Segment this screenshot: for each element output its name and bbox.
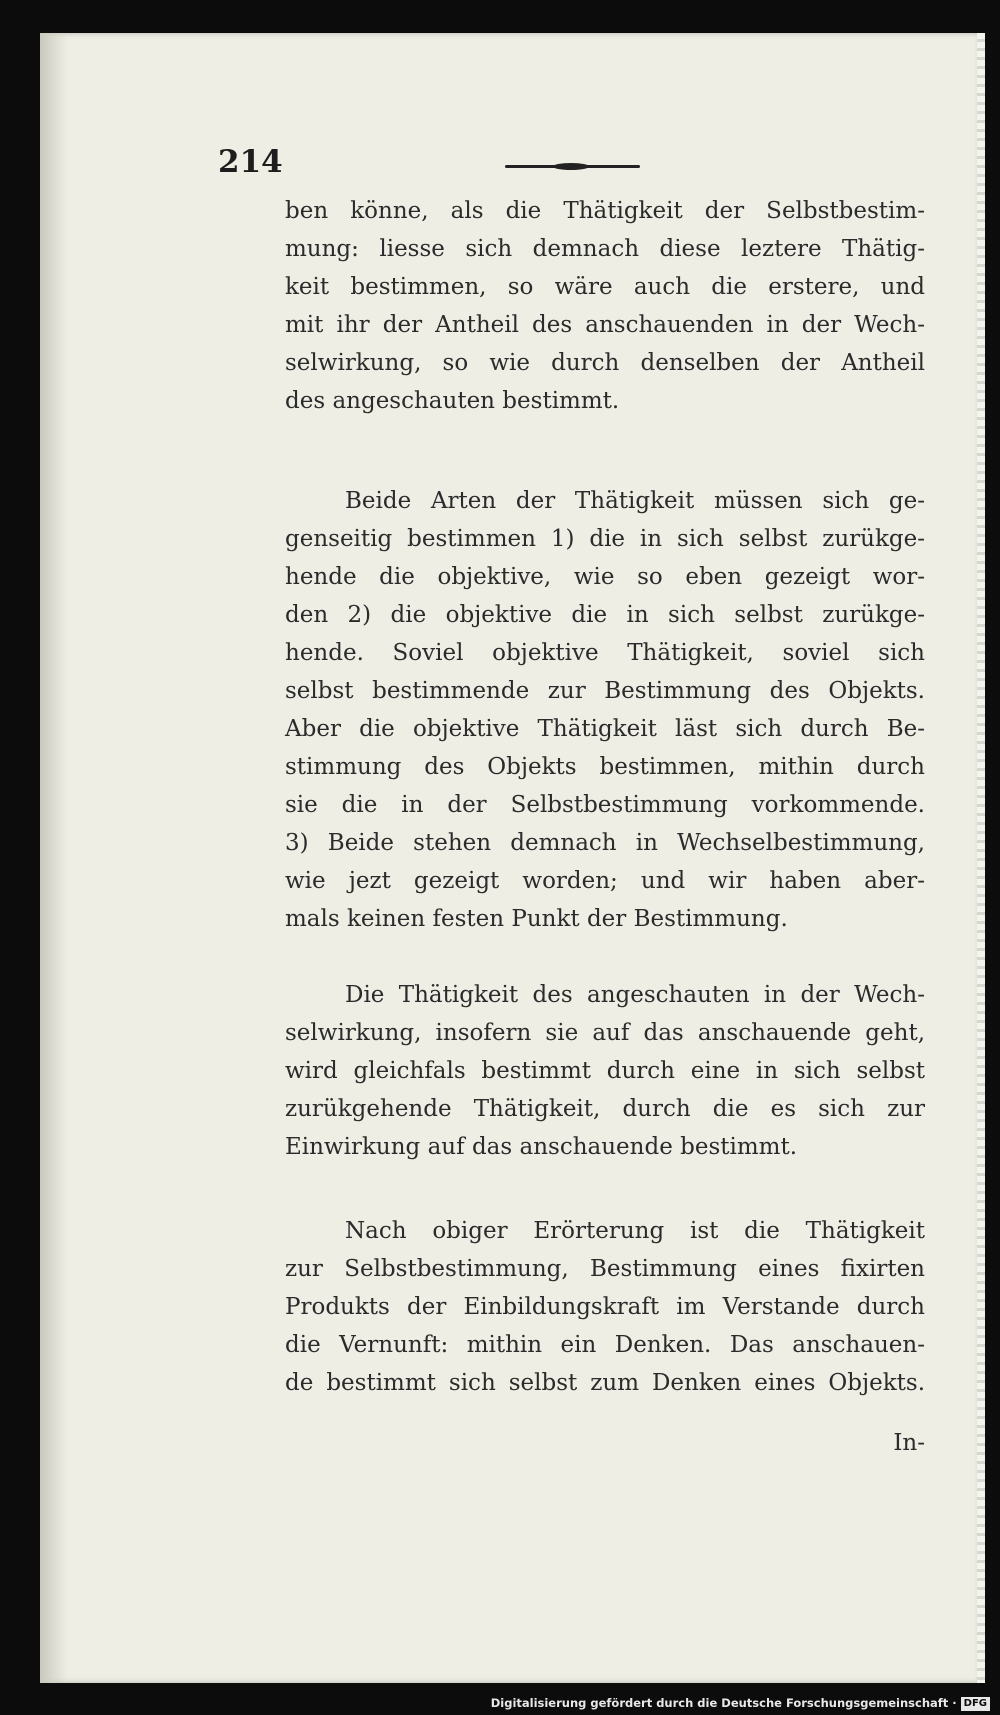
- text-line: 3) Beide stehen demnach in Wechselbestimmung,: [285, 830, 925, 856]
- text-line: Einwirkung auf das anschauende bestimmt.: [285, 1134, 798, 1160]
- text-line: hende. Soviel objektive Thätigkeit, soviel sich: [285, 640, 925, 666]
- text-line: selwirkung, insofern sie auf das anschauende geht,: [285, 1020, 925, 1046]
- text-line: zur Selbstbestimmung, Bestimmung eines fixirten: [285, 1256, 925, 1282]
- text-line: Nach obiger Erörterung ist die Thätigkeit: [345, 1218, 925, 1244]
- page-spine-shadow: [40, 33, 68, 1683]
- text-line: wie jezt gezeigt worden; und wir haben aber-: [285, 868, 925, 894]
- text-line: Aber die objektive Thätigkeit läst sich durch Be-: [285, 716, 925, 742]
- text-line: selbst bestimmende zur Bestimmung des Objekts.: [285, 678, 925, 704]
- text-line: die Vernunft: mithin ein Denken. Das anschauen-: [285, 1332, 925, 1358]
- catchword: In-: [893, 1430, 925, 1456]
- text-line: mung: liesse sich demnach diese leztere Thätig-: [285, 236, 925, 262]
- text-line: de bestimmt sich selbst zum Denken eines Objekts.: [285, 1370, 925, 1396]
- text-line: stimmung des Objekts bestimmen, mithin durch: [285, 754, 925, 780]
- text-line: zurükgehende Thätigkeit, durch die es sich zur: [285, 1096, 925, 1122]
- paragraph-1: [285, 192, 925, 420]
- paragraph-3: [285, 976, 925, 1166]
- credit-text: Digitalisierung gefördert durch die Deutsche Forschungsgemeinschaft ·: [490, 1696, 957, 1710]
- text-line: selwirkung, so wie durch denselben der Antheil: [285, 350, 925, 376]
- page-edge: [977, 33, 985, 1683]
- text-line: keit bestimmen, so wäre auch die erstere, und: [285, 274, 925, 300]
- text-line: den 2) die objektive die in sich selbst zurükge-: [285, 602, 925, 628]
- text-line: Die Thätigkeit des angeschauten in der Wech-: [345, 982, 925, 1008]
- dfg-logo: DFG: [961, 1697, 990, 1711]
- text-line: genseitig bestimmen 1) die in sich selbst zurükge-: [285, 526, 925, 552]
- text-line: ben könne, als die Thätigkeit der Selbstbestim-: [285, 198, 925, 224]
- paragraph-2: [285, 482, 925, 938]
- text-line: mals keinen festen Punkt der Bestimmung.: [285, 906, 788, 932]
- digitization-credit: [491, 1693, 990, 1713]
- catchword-block: [285, 1424, 925, 1462]
- text-line: mit ihr der Antheil des anschauenden in der Wech-: [285, 312, 925, 338]
- text-line: hende die objektive, wie so eben gezeigt wor-: [285, 564, 925, 590]
- page-number: 214: [218, 144, 283, 180]
- paragraph-4: [285, 1212, 925, 1402]
- text-line: wird gleichfals bestimmt durch eine in sich selbst: [285, 1058, 925, 1084]
- header-ornament-rule: [505, 165, 640, 168]
- text-line: des angeschauten bestimmt.: [285, 388, 620, 414]
- text-line: Produkts der Einbildungskraft im Verstande durch: [285, 1294, 925, 1320]
- text-line: sie die in der Selbstbestimmung vorkommende.: [285, 792, 925, 818]
- text-line: Beide Arten der Thätigkeit müssen sich ge-: [345, 488, 925, 514]
